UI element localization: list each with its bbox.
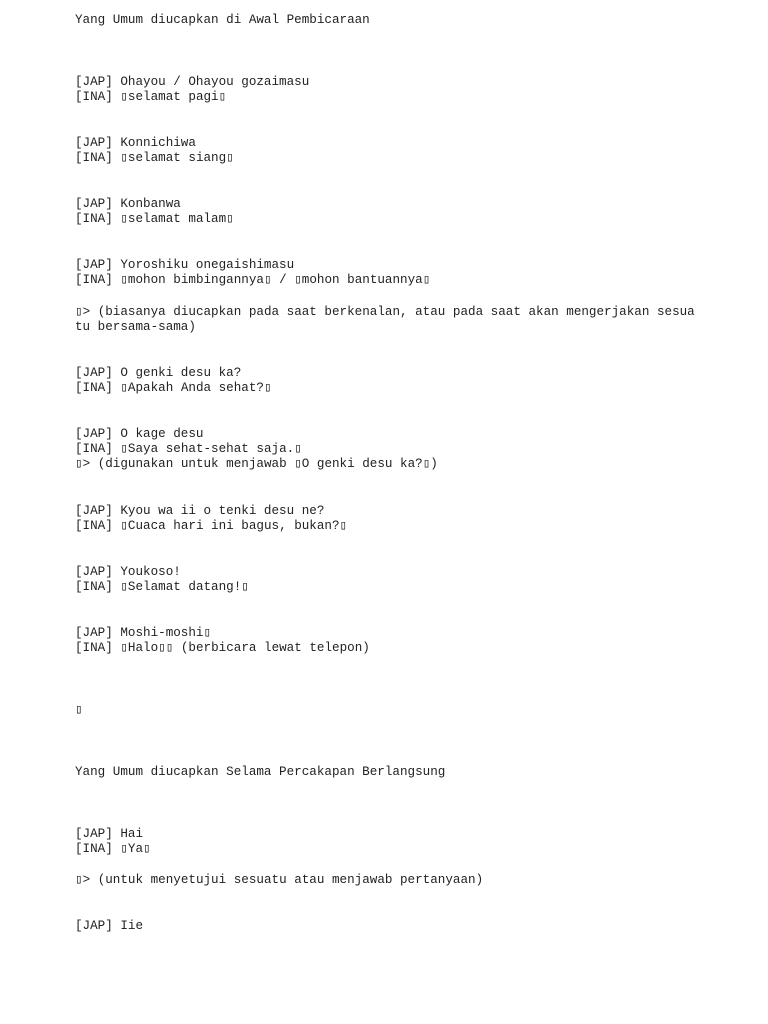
jap-line-yoroshiku: [JAP] Yoroshiku onegaishimasu bbox=[75, 258, 295, 272]
section-title-during: Yang Umum diucapkan Selama Percakapan Berlangsung bbox=[75, 765, 446, 779]
jap-line-moshi-moshi: [JAP] Moshi-moshi▯ bbox=[75, 626, 212, 640]
ina-line-selamat-malam: [INA] ▯selamat malam▯ bbox=[75, 212, 234, 226]
ina-line-cuaca: [INA] ▯Cuaca hari ini bagus, bukan?▯ bbox=[75, 519, 348, 533]
ina-line-apakah-anda-sehat: [INA] ▯Apakah Anda sehat?▯ bbox=[75, 381, 272, 395]
note-line-berkenalan-continued: tu bersama-sama) bbox=[75, 320, 196, 334]
jap-line-kyou-wa: [JAP] Kyou wa ii o tenki desu ne? bbox=[75, 504, 325, 518]
jap-line-youkoso: [JAP] Youkoso! bbox=[75, 565, 181, 579]
jap-line-o-kage: [JAP] O kage desu bbox=[75, 427, 204, 441]
note-line-menjawab: ▯> (digunakan untuk menjawab ▯O genki desu ka?▯) bbox=[75, 457, 438, 471]
placeholder-glyph: ▯ bbox=[75, 703, 83, 717]
ina-line-halo: [INA] ▯Halo▯▯ (berbicara lewat telepon) bbox=[75, 641, 370, 655]
jap-line-o-genki: [JAP] O genki desu ka? bbox=[75, 366, 242, 380]
ina-line-selamat-pagi: [INA] ▯selamat pagi▯ bbox=[75, 90, 227, 104]
jap-line-ohayou: [JAP] Ohayou / Ohayou gozaimasu bbox=[75, 75, 310, 89]
section-title-opening: Yang Umum diucapkan di Awal Pembicaraan bbox=[75, 13, 370, 27]
jap-line-hai: [JAP] Hai bbox=[75, 827, 144, 841]
jap-line-konbanwa: [JAP] Konbanwa bbox=[75, 197, 181, 211]
jap-line-iie: [JAP] Iie bbox=[75, 919, 144, 933]
ina-line-selamat-datang: [INA] ▯Selamat datang!▯ bbox=[75, 580, 249, 594]
ina-line-selamat-siang: [INA] ▯selamat siang▯ bbox=[75, 151, 234, 165]
note-line-berkenalan: ▯> (biasanya diucapkan pada saat berkenalan, atau pada saat akan mengerjakan sesua bbox=[75, 305, 695, 319]
ina-line-saya-sehat: [INA] ▯Saya sehat-sehat saja.▯ bbox=[75, 442, 302, 456]
note-line-menyetujui: ▯> (untuk menyetujui sesuatu atau menjawab pertanyaan) bbox=[75, 873, 484, 887]
ina-line-mohon: [INA] ▯mohon bimbingannya▯ / ▯mohon bantuannya▯ bbox=[75, 273, 431, 287]
jap-line-konnichiwa: [JAP] Konnichiwa bbox=[75, 136, 196, 150]
ina-line-ya: [INA] ▯Ya▯ bbox=[75, 842, 151, 856]
